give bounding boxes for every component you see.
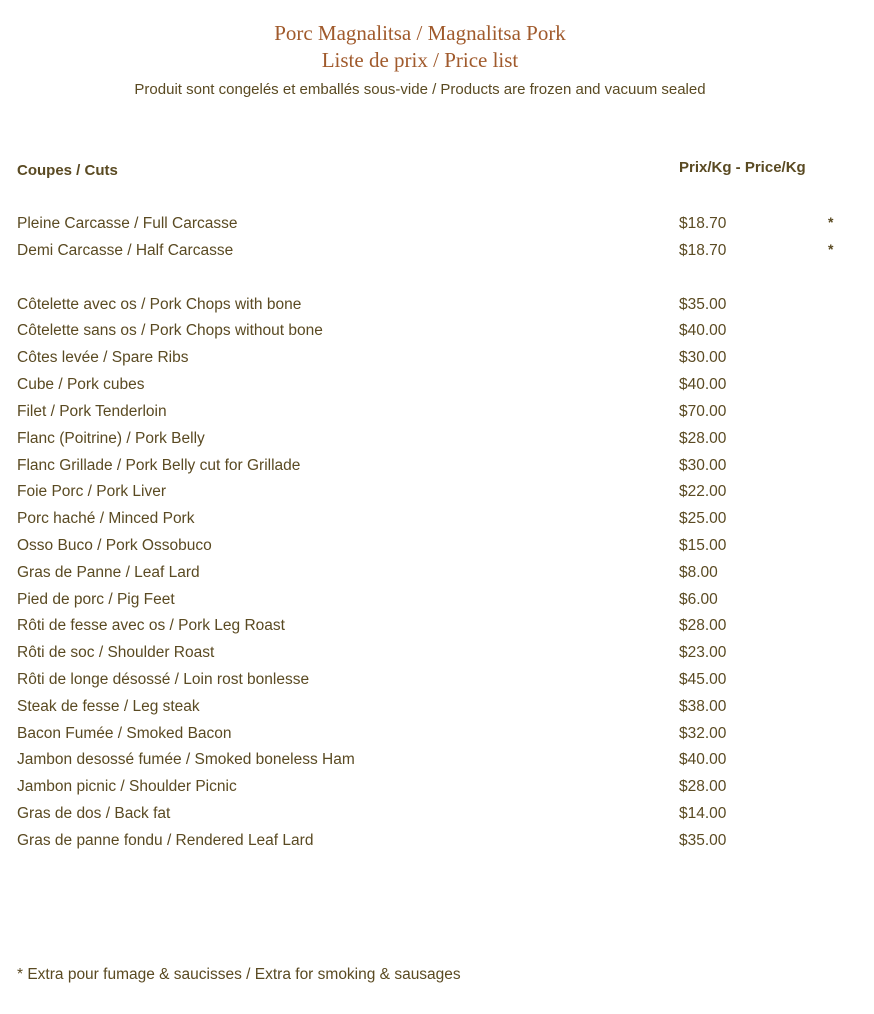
price-row <box>0 698 874 722</box>
asterisk-mark: * <box>828 241 834 257</box>
cut-name: Foie Porc / Pork Liver <box>17 483 167 500</box>
cut-name: Porc haché / Minced Pork <box>17 510 195 527</box>
cut-price: $30.00 <box>679 457 727 474</box>
cut-price: $8.00 <box>679 564 718 581</box>
cut-price: $40.00 <box>679 376 727 393</box>
cut-name: Gras de dos / Back fat <box>17 805 171 822</box>
cut-name: Flanc Grillade / Pork Belly cut for Grillade <box>17 457 301 474</box>
cut-price: $35.00 <box>679 832 727 849</box>
cut-name: Pleine Carcasse / Full Carcasse <box>17 215 238 232</box>
price-row <box>0 242 874 266</box>
price-row <box>0 296 874 320</box>
cut-price: $40.00 <box>679 751 727 768</box>
cut-name: Côtes levée / Spare Ribs <box>17 349 189 366</box>
price-row <box>0 430 874 454</box>
cut-name: Jambon desossé fumée / Smoked boneless Ham <box>17 751 355 768</box>
cut-price: $22.00 <box>679 483 727 500</box>
cut-name: Demi Carcasse / Half Carcasse <box>17 242 234 259</box>
price-row <box>0 671 874 695</box>
column-header-price: Prix/Kg - Price/Kg <box>679 159 806 176</box>
cut-name: Rôti de soc / Shoulder Roast <box>17 644 215 661</box>
price-row <box>0 483 874 507</box>
cut-name: Osso Buco / Pork Ossobuco <box>17 537 212 554</box>
cut-price: $38.00 <box>679 698 727 715</box>
cut-price: $28.00 <box>679 430 727 447</box>
footnote: * Extra pour fumage & saucisses / Extra for smoking & sausages <box>17 966 461 983</box>
cut-name: Gras de Panne / Leaf Lard <box>17 564 200 581</box>
cut-name: Cube / Pork cubes <box>17 376 145 393</box>
cut-price: $14.00 <box>679 805 727 822</box>
page-subtitle-price-list: Liste de prix / Price list <box>321 48 519 72</box>
price-row <box>0 403 874 427</box>
price-row <box>0 617 874 641</box>
price-row <box>0 805 874 829</box>
cut-name: Côtelette sans os / Pork Chops without bone <box>17 322 323 339</box>
price-row <box>0 537 874 561</box>
price-row <box>0 510 874 534</box>
price-row <box>0 751 874 775</box>
cut-price: $6.00 <box>679 591 718 608</box>
cut-price: $35.00 <box>679 296 727 313</box>
price-row <box>0 591 874 615</box>
page-title: Porc Magnalitsa / Magnalitsa Pork <box>274 21 566 45</box>
cut-price: $18.70 <box>679 215 727 232</box>
price-row <box>0 322 874 346</box>
price-row <box>0 778 874 802</box>
cut-price: $32.00 <box>679 725 727 742</box>
price-row <box>0 725 874 749</box>
cut-name: Rôti de fesse avec os / Pork Leg Roast <box>17 617 285 634</box>
price-row <box>0 376 874 400</box>
cut-name: Rôti de longe désossé / Loin rost bonlesse <box>17 671 310 688</box>
column-header-cuts: Coupes / Cuts <box>17 162 118 179</box>
asterisk-mark: * <box>828 214 834 230</box>
cut-price: $23.00 <box>679 644 727 661</box>
price-row <box>0 832 874 856</box>
cut-price: $25.00 <box>679 510 727 527</box>
price-row <box>0 349 874 373</box>
cut-name: Steak de fesse / Leg steak <box>17 698 200 715</box>
cut-name: Côtelette avec os / Pork Chops with bone <box>17 296 302 313</box>
cut-price: $28.00 <box>679 778 727 795</box>
cut-price: $15.00 <box>679 537 727 554</box>
cut-name: Gras de panne fondu / Rendered Leaf Lard <box>17 832 314 849</box>
cut-price: $30.00 <box>679 349 727 366</box>
cut-price: $45.00 <box>679 671 727 688</box>
cut-name: Jambon picnic / Shoulder Picnic <box>17 778 237 795</box>
cut-name: Pied de porc / Pig Feet <box>17 591 175 608</box>
price-row <box>0 644 874 668</box>
price-row <box>0 215 874 239</box>
cut-price: $28.00 <box>679 617 727 634</box>
cut-price: $40.00 <box>679 322 727 339</box>
cut-price: $70.00 <box>679 403 727 420</box>
cut-price: $18.70 <box>679 242 727 259</box>
price-row <box>0 457 874 481</box>
price-row <box>0 564 874 588</box>
cut-name: Flanc (Poitrine) / Pork Belly <box>17 430 205 447</box>
cut-name: Bacon Fumée / Smoked Bacon <box>17 725 232 742</box>
product-note: Produit sont congelés et emballés sous-vide / Products are frozen and vacuum sealed <box>134 81 706 98</box>
cut-name: Filet / Pork Tenderloin <box>17 403 167 420</box>
